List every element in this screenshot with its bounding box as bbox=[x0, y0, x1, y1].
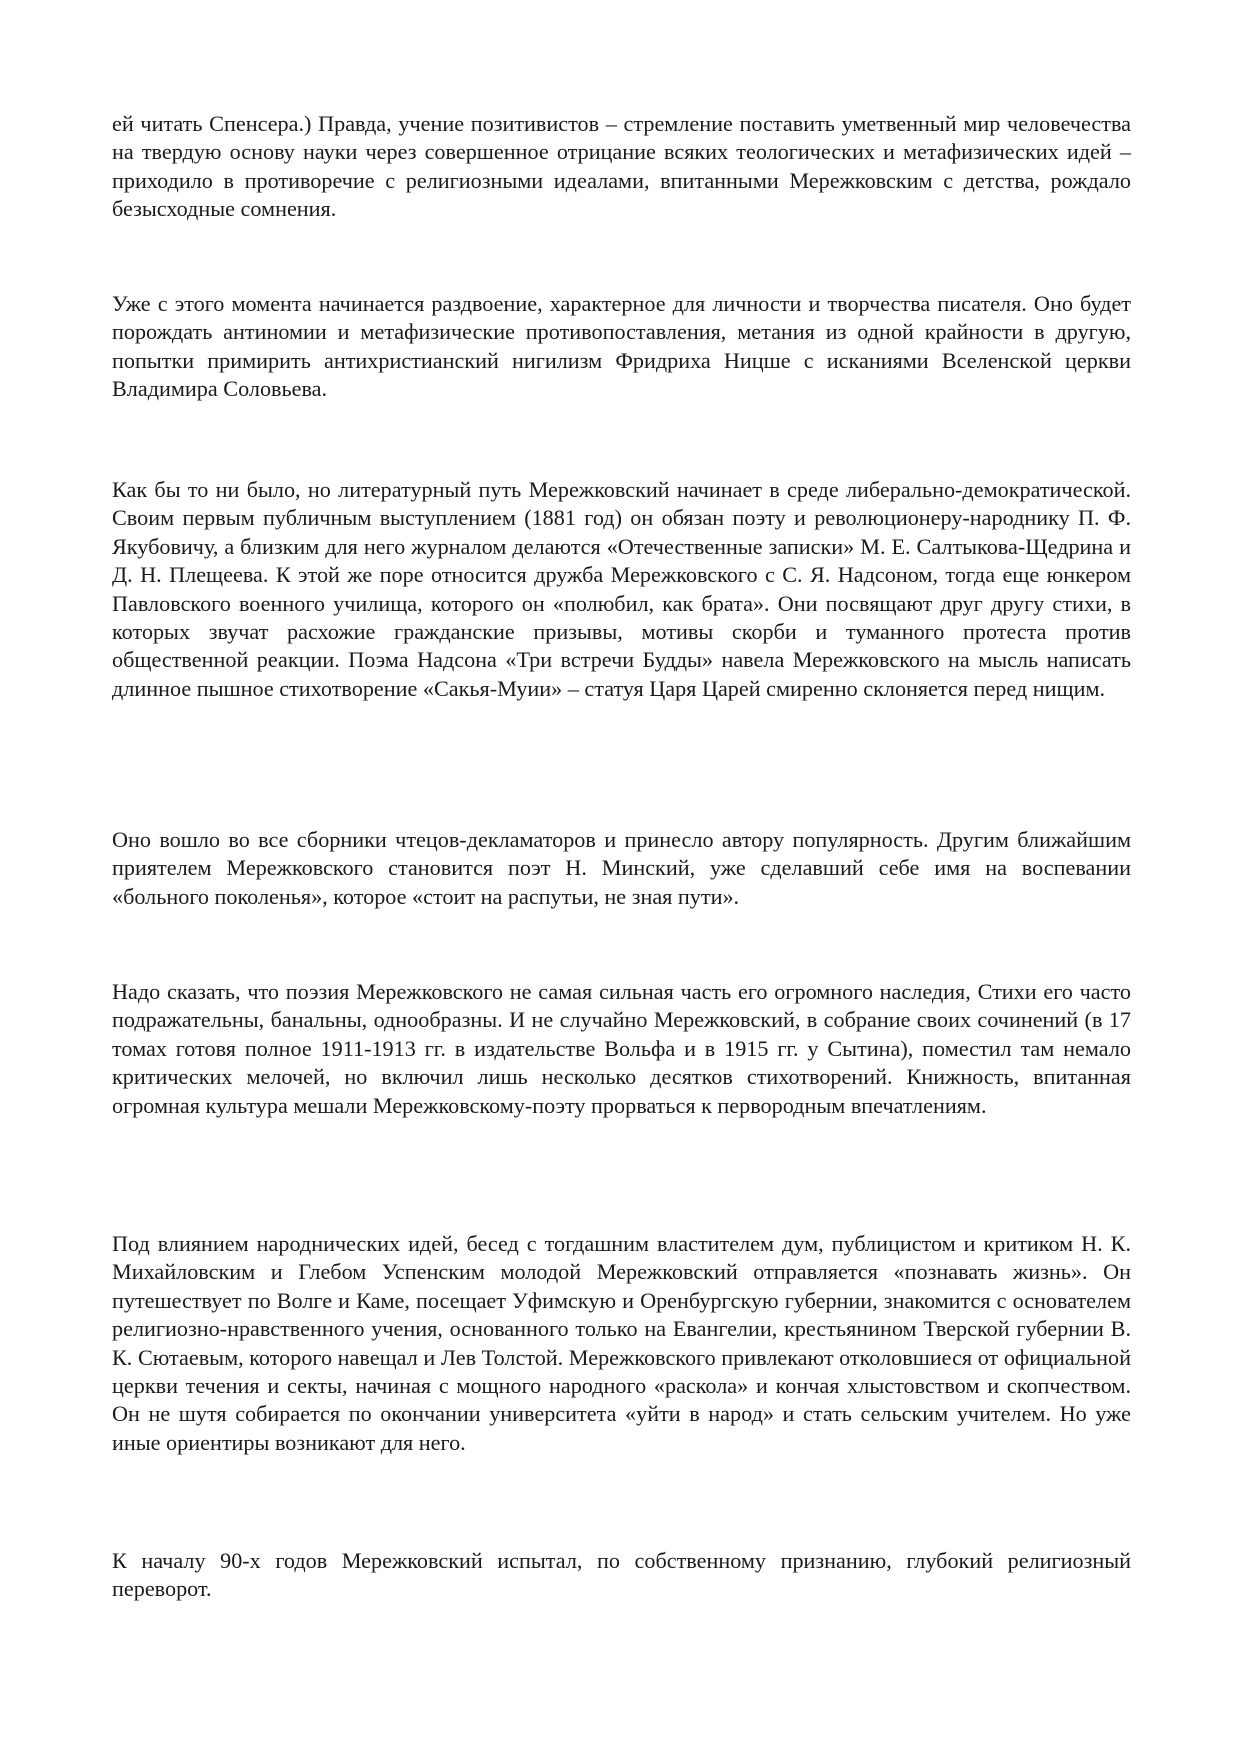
paragraph-7: К началу 90-х годов Мережковский испытал, по собственному признанию, глубокий религиозный переворот. bbox=[112, 1548, 1131, 1602]
paragraph-1: ей читать Спенсера.) Правда, учение позитивистов – стремление поставить уметвенный мир человечества на твердую основу науки через совершенное отрицание всяких теологических и метафизических идей – приходило в противоречие с религиозными идеалами, впитанными Мережковским с детства, рождало безысходные сомнения. bbox=[112, 111, 1131, 222]
paragraph-6: Под влиянием народнических идей, бесед с тогдашним властителем дум, публицистом и критиком Н. К. Михайловским и Глебом Успенским молодой Мережковский отправляется «познавать жизнь». Он путешествует по Волге и Каме, посещает Уфимскую и Оренбургскую губернии, знакомится с основателем религиозно-нравственного учения, основанного только на Евангелии, крестьянином Тверской губернии В. К. Сютаевым, которого навещал и Лев Толстой. Мережковского привлекают отколовшиеся от официальной церкви течения и секты, начиная с мощного народного «раскола» и кончая хлыстовством и скопчеством. Он не шутя собирается по окончании университета «уйти в народ» и стать сельским учителем. Но уже иные ориентиры возникают для него. bbox=[112, 1231, 1131, 1455]
paragraph-3: Как бы то ни было, но литературный путь Мережковский начинает в среде либерально-демократической. Своим первым публичным выступлением (1881 год) он обязан поэту и революционеру-народнику П. Ф. Якубовичу, а близким для него журналом делаются «Отечественные записки» М. Е. Салтыкова-Щедрина и Д. Н. Плещеева. К этой же поре относится дружба Мережковского с С. Я. Надсоном, тогда еще юнкером Павловского военного училища, которого он «полюбил, как брата». Они посвящают друг другу стихи, в которых звучат расхожие гражданские призывы, мотивы скорби и туманного протеста против общественной реакции. Поэма Надсона «Три встречи Будды» навела Мережковского на мысль написать длинное пышное стихотворение «Сакья-Муии» – статуя Царя Царей смиренно склоняется перед нищим. bbox=[112, 477, 1131, 701]
paragraph-2: Уже с этого момента начинается раздвоение, характерное для личности и творчества писателя. Оно будет порождать антиномии и метафизические противопоставления, метания из одной крайности в другую, попытки примирить антихристианский нигилизм Фридриха Ницше с исканиями Вселенской церкви Владимира Соловьева. bbox=[112, 291, 1131, 402]
paragraph-5: Надо сказать, что поэзия Мережковского не самая сильная часть его огромного наследия, Стихи его часто подражательны, банальны, однообразны. И не случайно Мережковский, в собрание своих сочинений (в 17 томах готовя полное 1911-1913 гг. в издательстве Вольфа и в 1915 гг. у Сытина), поместил там немало критических мелочей, но включил лишь несколько десятков стихотворений. Книжность, впитанная огромная культура мешали Мережковскому-поэту прорваться к первородным впечатлениям. bbox=[112, 979, 1131, 1118]
paragraph-4: Оно вошло во все сборники чтецов-декламаторов и принесло автору популярность. Другим ближайшим приятелем Мережковского становится поэт Н. Минский, уже сделавший себе имя на воспевании «больного поколенья», которое «стоит на распутьи, не зная пути». bbox=[112, 827, 1131, 909]
